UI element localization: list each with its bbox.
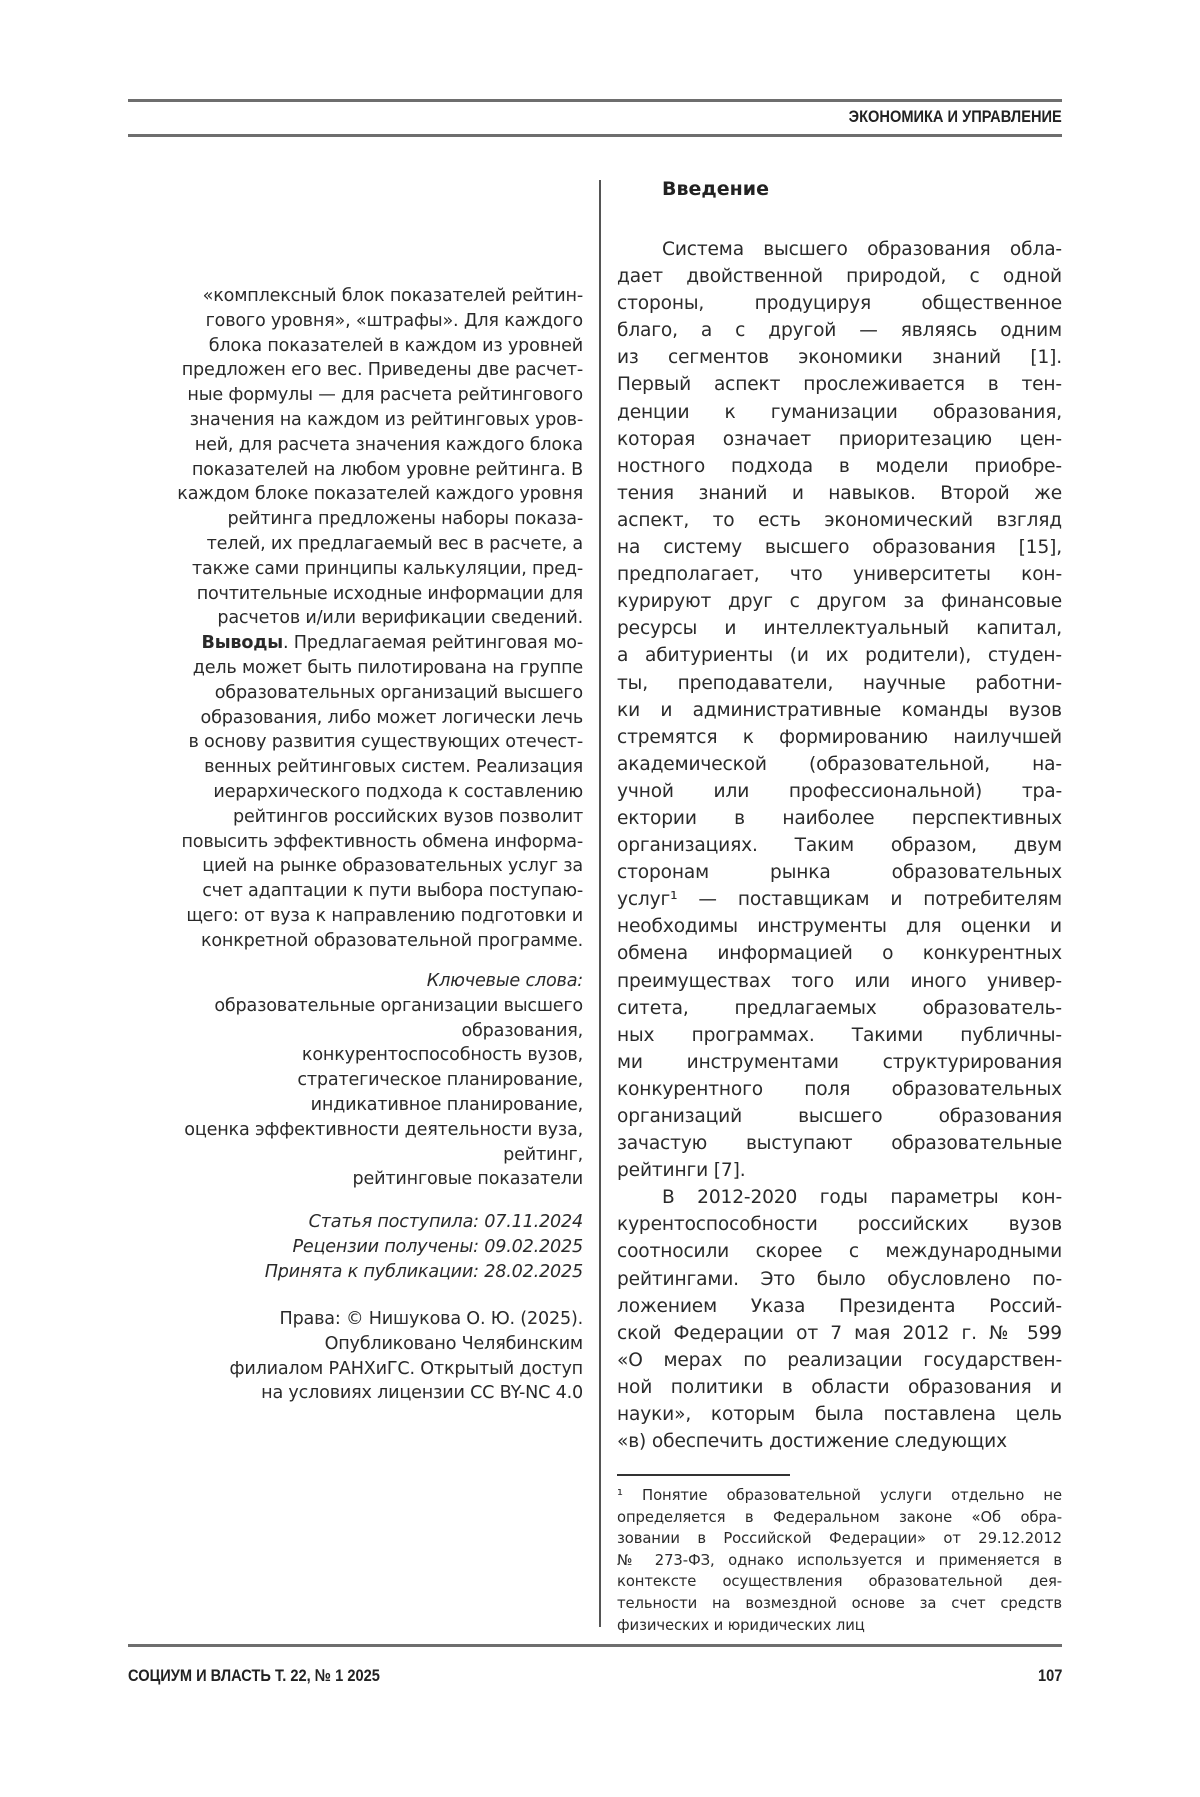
abstract-line: гового уровня», «штрафы». Для каждого	[205, 310, 583, 331]
conclusions-line: образования, либо может логически лечь	[200, 707, 583, 728]
section-heading: Введение	[662, 178, 769, 200]
conclusions-line: рейтингов российских вузов позволит	[232, 806, 583, 827]
paragraph-line: ты, преподаватели, научные работни-	[617, 672, 1062, 694]
conclusions-line: цией на рынке образовательных услуг за	[202, 856, 583, 877]
footnote-line: контексте осуществления образовательной дея-	[617, 1573, 1062, 1591]
paragraph-line: стремятся к формированию наилучшей	[617, 726, 1062, 748]
paragraph-line: стороны, продуцируя общественное	[617, 293, 1062, 315]
date-line: Принята к публикации: 28.02.2025	[264, 1261, 583, 1282]
abstract-line: каждом блоке показателей каждого уровня	[177, 484, 583, 505]
paragraph-line: организациях. Таким образом, двум	[617, 835, 1062, 857]
paragraph-line: ресурсы и интеллектуальный капитал,	[617, 618, 1062, 640]
header-bottom-rule	[128, 134, 1062, 137]
body-column	[617, 236, 1062, 1455]
date-line: Рецензии получены: 09.02.2025	[292, 1236, 583, 1257]
paragraph-line: зачастую выступают образовательные	[617, 1133, 1062, 1155]
conclusions-text: . Предлагаемая рейтинговая мо-	[282, 633, 583, 654]
abstract-column	[128, 284, 583, 954]
paragraph-line: академической (образовательной, на-	[617, 753, 1062, 775]
paragraph-line: курируют друг с другом за финансовые	[617, 591, 1062, 613]
paragraph-line: сторонам рынка образовательных	[617, 862, 1062, 884]
abstract-line: расчетов и/или верификации сведений.	[217, 608, 583, 629]
paragraph-line: ской Федерации от 7 мая 2012 г. № 599	[617, 1322, 1062, 1344]
rights-line: Опубликовано Челябинским	[324, 1333, 583, 1354]
conclusions-first-line	[128, 631, 583, 656]
paragraph-line: дает двойственной природой, с одной	[617, 266, 1062, 288]
conclusions-line: дель может быть пилотирована на группе	[192, 657, 583, 678]
keyword-line: образования,	[461, 1020, 583, 1041]
abstract-line: телей, их предлагаемый вес в расчете, а	[206, 533, 583, 554]
paragraph-line: соотносили скорее с международными	[617, 1241, 1062, 1263]
paragraph-line: науки», которым была поставлена цель	[617, 1404, 1062, 1426]
page-number: 107	[1037, 1666, 1062, 1685]
section-title: ЭКОНОМИКА И УПРАВЛЕНИЕ	[848, 107, 1062, 126]
paragraph-line: рейтингами. Это было обусловлено по-	[617, 1268, 1062, 1290]
rights-block	[128, 1307, 583, 1406]
paragraph-line: обмена информацией о конкурентных	[617, 943, 1062, 965]
paragraph-line: которая означает приоритезацию цен-	[617, 428, 1062, 450]
paragraph-line: ектории в наиболее перспективных	[617, 807, 1062, 829]
paragraph-line: преимуществах того или иного универ-	[617, 970, 1062, 992]
paragraph-line: «в) обеспечить достижение следующих	[617, 1431, 1007, 1453]
rights-line: филиалом РАНХиГС. Открытый доступ	[229, 1358, 583, 1379]
abstract-line: рейтинга предложены наборы показа-	[227, 509, 583, 530]
keyword-line: образовательные организации высшего	[214, 995, 583, 1016]
header-top-rule	[128, 99, 1062, 102]
conclusions-line: конкретной образовательной программе.	[200, 930, 583, 951]
footnote-line: зовании в Российской Федерации» от 29.12.2012	[617, 1530, 1062, 1548]
keyword-line: рейтинг,	[503, 1144, 583, 1165]
keyword-line: индикативное планирование,	[310, 1094, 583, 1115]
column-divider	[599, 180, 601, 1627]
paragraph-line: конкурентного поля образовательных	[617, 1078, 1062, 1100]
rights-line: Права: © Нишукова О. Ю. (2025).	[279, 1309, 583, 1329]
abstract-line: ные формулы — для расчета рейтингового	[187, 385, 583, 406]
paragraph-line: курентоспособности российских вузов	[617, 1214, 1062, 1236]
paragraph-line: В 2012-2020 годы параметры кон-	[662, 1187, 1062, 1209]
conclusions-line: счет адаптации к пути выбора поступаю-	[202, 881, 583, 902]
paragraph-line: из сегментов экономики знаний [1].	[617, 347, 1062, 369]
footnote-line: тельности на возмездной основе за счет средств	[617, 1594, 1062, 1612]
keyword-line: конкурентоспособность вузов,	[301, 1045, 583, 1066]
abstract-line: показателей на любом уровне рейтинга. В	[191, 459, 583, 480]
conclusions-line: иерархического подхода к составлению	[213, 781, 583, 802]
footnote-line: № 273-ФЗ, однако используется и применяется в	[617, 1551, 1062, 1569]
paragraph-line: учной или профессиональной) тра-	[617, 780, 1062, 802]
paragraph-line: ностного подхода в модели приобре-	[617, 455, 1062, 477]
paragraph-line: ных программах. Такими публичны-	[617, 1024, 1062, 1046]
date-line: Статья поступила: 07.11.2024	[308, 1212, 583, 1232]
keyword-line: оценка эффективности деятельности вуза,	[184, 1119, 583, 1140]
abstract-line: почтительные исходные информации для	[196, 583, 583, 604]
paragraph-line: ложением Указа Президента Россий-	[617, 1295, 1062, 1317]
conclusions-line: повысить эффективность обмена информа-	[181, 831, 583, 852]
conclusions-line: образовательных организаций высшего	[214, 682, 583, 703]
paragraph-line: денции к гуманизации образования,	[617, 401, 1062, 423]
paragraph-line: ки и административные команды вузов	[617, 699, 1062, 721]
paragraph-line: необходимы инструменты для оценки и	[617, 916, 1062, 938]
paragraph-line: предполагает, что университеты кон-	[617, 564, 1062, 586]
footnote-line: ¹ Понятие образовательной услуги отдельно не	[617, 1487, 1062, 1504]
paragraph-line: «О мерах по реализации государствен-	[617, 1349, 1062, 1371]
article-dates	[128, 1210, 583, 1284]
footnote-line: определяется в Федеральном законе «Об обра-	[617, 1508, 1062, 1526]
abstract-line: также сами принципы калькуляции, пред-	[191, 558, 583, 579]
paragraph-line: услуг¹ — поставщикам и потребителям	[617, 889, 1062, 911]
paragraph-line: Первый аспект прослеживается в тен-	[617, 374, 1062, 396]
keyword-line: стратегическое планирование,	[297, 1070, 583, 1091]
rights-line: на условиях лицензии CC BY-NC 4.0	[261, 1383, 583, 1404]
paragraph-line: Система высшего образования обла-	[662, 239, 1062, 260]
paragraph-line: благо, а с другой — являясь одним	[617, 320, 1062, 342]
abstract-line: значения на каждом из рейтинговых уров-	[189, 409, 583, 430]
journal-info: СОЦИУМ И ВЛАСТЬ Т. 22, № 1 2025	[128, 1666, 380, 1685]
conclusions-line: венных рейтинговых систем. Реализация	[204, 757, 583, 778]
paragraph-line: ной политики в области образования и	[617, 1376, 1062, 1398]
footer-rule	[128, 1644, 1062, 1647]
conclusions-line: щего: от вуза к направлению подготовки и	[186, 905, 583, 926]
keywords-label: Ключевые слова:	[426, 971, 583, 991]
paragraph-line: организаций высшего образования	[617, 1106, 1062, 1127]
conclusions-line: в основу развития существующих отечест-	[188, 732, 583, 753]
abstract-line: «комплексный блок показателей рейтин-	[202, 286, 583, 306]
paragraph-line: а абитуриенты (и их родители), студен-	[617, 645, 1062, 667]
abstract-line: блока показателей в каждом из уровней	[208, 335, 583, 356]
keyword-line: рейтинговые показатели	[352, 1169, 583, 1190]
paragraph-line: тения знаний и навыков. Второй же	[617, 482, 1062, 504]
abstract-line: ней, для расчета значения каждого блока	[194, 434, 583, 455]
paragraph-line: рейтинги [7].	[617, 1160, 746, 1182]
paragraph-line: на систему высшего образования [15],	[617, 537, 1062, 559]
keywords-block	[128, 969, 583, 1192]
footnote-line: физических и юридических лиц	[617, 1616, 865, 1634]
conclusions-label: Выводы	[201, 633, 283, 654]
paragraph-line: ми инструментами структурирования	[617, 1051, 1062, 1073]
abstract-line: предложен его вес. Приведены две расчет-	[181, 360, 583, 381]
footnote	[617, 1485, 1062, 1636]
paragraph-line: ситета, предлагаемых образователь-	[617, 997, 1062, 1019]
paragraph-line: аспект, то есть экономический взгляд	[617, 509, 1062, 531]
footnote-separator	[617, 1474, 790, 1476]
